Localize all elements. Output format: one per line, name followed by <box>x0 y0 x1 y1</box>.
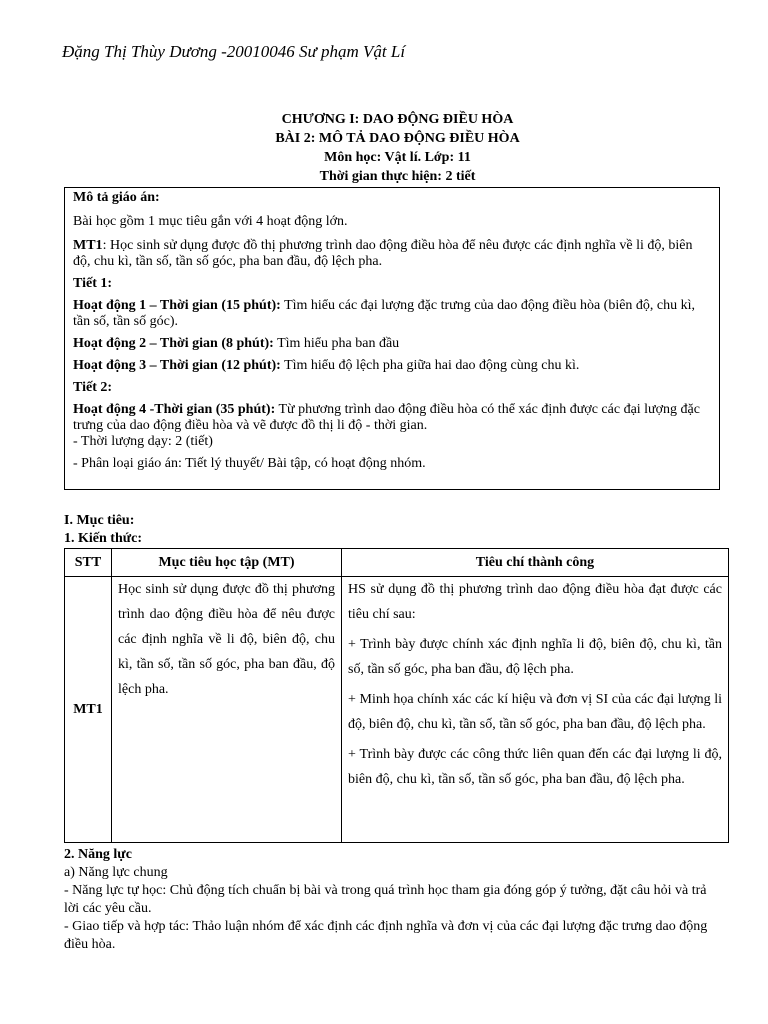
teaching-time: - Thời lượng dạy: 2 (tiết) <box>73 434 213 449</box>
competence-section <box>64 846 724 954</box>
summary-intro: Bài học gồm 1 mục tiêu gắn với 4 hoạt động lớn. <box>73 214 348 229</box>
activity-1-text: Tìm hiểu các đại lượng đặc trưng của dao động điều hòa (biên độ, chu kì, tần số, tần số góc). <box>73 298 696 329</box>
objectives-table <box>64 548 729 843</box>
mt1-label: MT1 <box>73 238 103 253</box>
lesson-type: - Phân loại giáo án: Tiết lý thuyết/ Bài tập, có hoạt động nhóm. <box>73 456 426 471</box>
author-line: Đặng Thị Thùy Dương -20010046 Sư phạm Vật Lí <box>62 42 406 61</box>
summary-heading: Mô tả giáo án: <box>73 190 160 205</box>
table-header-row <box>65 549 729 577</box>
title-block <box>0 110 768 186</box>
activity-2-label: Hoạt động 2 – Thời gian (8 phút): <box>73 336 274 351</box>
summary-mt1 <box>73 238 711 270</box>
criteria-item: + Trình bày được chính xác định nghĩa li độ, biên độ, chu kì, tần số, tần số góc, pha ban đầu, độ lệch pha. <box>348 637 722 677</box>
row-goal: Học sinh sử dụng được đồ thị phương trình dao động điều hòa để nêu được các định nghĩa về li độ, biên độ, chu kì, tần số, tần số góc, pha ban đầu, độ lệch pha. <box>112 577 342 843</box>
header-stt: STT <box>65 549 112 577</box>
communication: - Giao tiếp và hợp tác: Thảo luận nhóm để xác định các định nghĩa và đơn vị của các đại lượng đặc trưng dao động điều hòa. <box>64 919 708 952</box>
tiet1-label: Tiết 1: <box>73 276 113 291</box>
activity-4-label: Hoạt động 4 -Thời gian (35 phút): <box>73 402 276 417</box>
knowledge-heading: 1. Kiến thức: <box>64 531 143 546</box>
objectives-heading: I. Mục tiêu: <box>64 513 135 528</box>
activity-4 <box>73 402 711 434</box>
tiet2-label: Tiết 2: <box>73 380 113 395</box>
general-competence: a) Năng lực chung <box>64 865 168 880</box>
activity-2 <box>73 336 711 352</box>
criteria-item: HS sử dụng đồ thị phương trình dao động điều hòa đạt được các tiêu chí sau: <box>348 582 722 622</box>
activity-1-label: Hoạt động 1 – Thời gian (15 phút): <box>73 298 281 313</box>
chapter-title: CHƯƠNG I: DAO ĐỘNG ĐIỀU HÒA <box>281 112 514 127</box>
lesson-title: BÀI 2: MÔ TẢ DAO ĐỘNG ĐIỀU HÒA <box>275 131 520 146</box>
activity-2-text: Tìm hiểu pha ban đầu <box>273 336 400 351</box>
activity-3-text: Tìm hiểu độ lệch pha giữa hai dao động cùng chu kì. <box>280 358 580 373</box>
activity-4-text: Từ phương trình dao động điều hòa có thể xác định được các đại lượng đặc trưng của dao động điều hòa và vẽ được đồ thị li độ - thời gian. <box>73 402 700 433</box>
self-study: - Năng lực tự học: Chủ động tích chuẩn bị bài và trong quá trình học tham gia đóng góp ý tưởng, đặt câu hỏi và trả lời các yêu cầu. <box>64 883 707 916</box>
criteria-item: + Trình bày được các công thức liên quan đến các đại lượng li độ, biên độ, chu kì, tần số, tần số góc, pha ban đầu, độ lệch pha. <box>348 747 722 787</box>
duration-line: Thời gian thực hiện: 2 tiết <box>319 169 476 184</box>
header-criteria: Tiêu chí thành công <box>342 549 729 577</box>
lesson-summary-box <box>64 187 720 490</box>
competence-heading: 2. Năng lực <box>64 847 132 862</box>
activity-1 <box>73 298 711 330</box>
activity-3-label: Hoạt động 3 – Thời gian (12 phút): <box>73 358 281 373</box>
header-goal: Mục tiêu học tập (MT) <box>112 549 342 577</box>
row-criteria <box>342 577 729 843</box>
activity-3 <box>73 358 711 374</box>
subject-line: Môn học: Vật lí. Lớp: 11 <box>324 150 471 165</box>
criteria-item: + Minh họa chính xác các kí hiệu và đơn vị SI của các đại lượng li độ, biên độ, chu kì, tần số, tần số góc, pha ban đầu, độ lệch pha. <box>348 692 722 732</box>
row-stt: MT1 <box>65 577 112 843</box>
mt1-text: : Học sinh sử dụng được đồ thị phương trình dao động điều hòa để nêu được các định nghĩa về li độ, biên độ, chu kì, tần số, tần số góc, pha ban đầu, độ lệch pha. <box>73 238 693 269</box>
table-row <box>65 577 729 843</box>
